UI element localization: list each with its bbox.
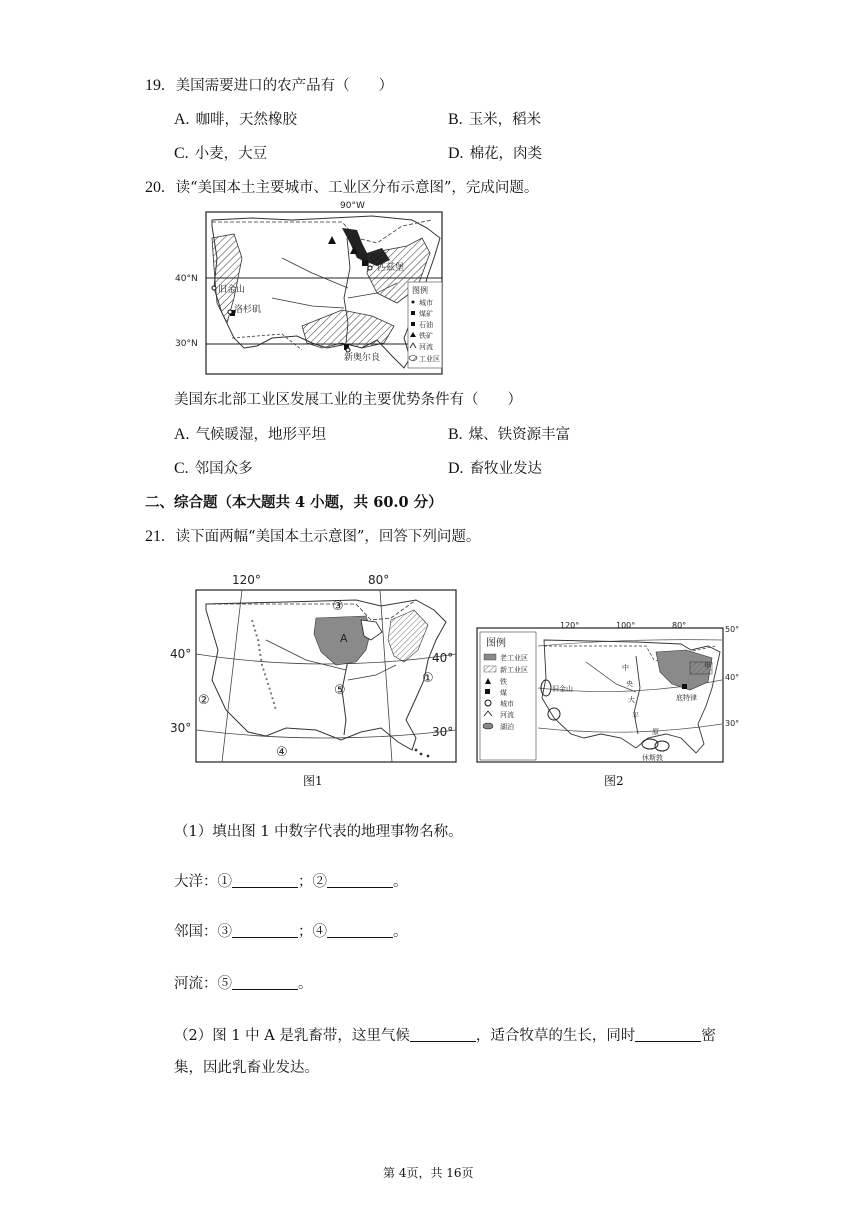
city-label-houston: 休斯敦: [642, 754, 663, 762]
svg-text:平: 平: [632, 712, 639, 720]
svg-text:河流: 河流: [419, 343, 433, 351]
figure-2-us-map: [476, 588, 740, 790]
lat-40-label: 40°: [725, 673, 740, 682]
city-label-san-francisco: 旧金山: [552, 685, 573, 693]
neighbor-line: 邻国：③ ；④ 。: [174, 924, 408, 940]
question-stem: 读“美国本土主要城市、工业区分布示意图”，完成问题。: [175, 180, 539, 196]
svg-text:城市: 城市: [419, 299, 433, 307]
mark-5: ⑤: [334, 683, 346, 698]
question-stem: 美国需要进口的农产品有（ ）: [175, 78, 394, 94]
svg-text:大: 大: [628, 696, 635, 704]
lon-120-label: 120°: [232, 573, 261, 587]
svg-text:湖泊: 湖泊: [500, 723, 514, 731]
svg-text:城市: 城市: [500, 700, 514, 708]
section-title: 二、综合题（本大题共 4 小题，共 60.0 分）: [145, 494, 443, 511]
lat-30n-label: 30°N: [175, 339, 198, 349]
city-label-los-angeles: 洛杉矶: [234, 305, 262, 315]
option-a: A. 咖啡，天然橡胶: [174, 111, 298, 128]
svg-text:原: 原: [652, 728, 659, 736]
mark-3: ③: [332, 599, 344, 614]
lat-40-left-label: 40°: [170, 647, 192, 661]
option-c: C. 邻国众多: [174, 460, 253, 477]
svg-text:图例: 图例: [486, 638, 506, 649]
question-19: [145, 74, 393, 95]
option-b: B. 煤、铁资源丰富: [448, 426, 571, 443]
lat-30-left-label: 30°: [170, 721, 192, 735]
question-number: 21.: [145, 528, 165, 545]
part-2-line-2: 集，因此乳畜业发达。: [174, 1060, 319, 1076]
svg-text:甲: 甲: [704, 662, 711, 670]
svg-text:老工业区: 老工业区: [500, 654, 528, 662]
answer-blank[interactable]: [232, 923, 298, 938]
answer-blank[interactable]: [327, 923, 393, 938]
part-2-line-1: （2）图 1 中 A 是乳畜带，这里气候 ，适合牧草的生长，同时 密: [174, 1028, 716, 1044]
mark-4: ④: [276, 745, 288, 760]
answer-blank[interactable]: [635, 1027, 701, 1042]
answer-blank[interactable]: [232, 975, 298, 990]
city-icon: [228, 310, 232, 314]
river-line: 河流：⑤ 。: [174, 976, 313, 992]
svg-text:央: 央: [626, 680, 633, 688]
svg-text:河流: 河流: [500, 711, 514, 719]
question-stem: 读下面两幅“美国本土示意图”，回答下列问题。: [175, 529, 481, 545]
city-label-san-francisco: 旧金山: [218, 285, 246, 295]
us-industrial-map: [172, 198, 444, 376]
lat-30-right-label: 30°: [432, 725, 454, 739]
option-a: A. 气候暖湿，地形平坦: [174, 426, 327, 443]
svg-text:铁: 铁: [500, 678, 507, 686]
answer-blank[interactable]: [410, 1027, 476, 1042]
svg-text:铁矿: 铁矿: [419, 332, 433, 340]
city-label-chicago: 芝加哥: [360, 253, 388, 263]
mark-a: A: [340, 632, 348, 645]
lat-30-label: 30°: [725, 719, 740, 728]
svg-text:工业区: 工业区: [419, 355, 440, 363]
svg-text:石油: 石油: [419, 321, 433, 329]
answer-blank[interactable]: [327, 873, 393, 888]
lat-40-right-label: 40°: [432, 651, 454, 665]
page-footer: 第 4页，共 16页: [383, 1166, 474, 1180]
svg-text:图例: 图例: [412, 286, 428, 295]
svg-text:煤矿: 煤矿: [419, 310, 433, 318]
question-number: 20.: [145, 179, 165, 196]
figure-1-us-map: [166, 570, 462, 790]
lon-80-label: 80°: [672, 621, 687, 630]
city-icon: [212, 286, 216, 290]
city-label-detroit: 底特律: [676, 694, 697, 702]
svg-text:新工业区: 新工业区: [500, 666, 528, 674]
lon-100-label: 100°: [616, 621, 636, 630]
lat-50-label: 50°: [725, 625, 740, 634]
question-20: [145, 176, 538, 197]
city-label-pittsburgh: 匹兹堡: [377, 263, 405, 273]
question-number: 19.: [145, 77, 165, 94]
question-20-sub-stem: 美国东北部工业区发展工业的主要优势条件有（ ）: [174, 392, 522, 408]
option-b: B. 玉米，稻米: [448, 111, 542, 128]
option-d: D. 畜牧业发达: [448, 460, 543, 477]
city-icon: [346, 348, 350, 352]
lat-40n-label: 40°N: [175, 274, 198, 284]
svg-text:煤: 煤: [500, 689, 507, 697]
svg-text:中: 中: [622, 664, 629, 672]
option-c: C. 小麦，大豆: [174, 145, 268, 162]
figure-2-caption: 图2: [604, 774, 624, 788]
figure-1-caption: 图1: [303, 774, 323, 788]
mark-2: ②: [198, 693, 210, 708]
city-label-new-orleans: 新奥尔良: [344, 353, 381, 363]
answer-blank[interactable]: [232, 873, 298, 888]
option-d: D. 棉花，肉类: [448, 145, 543, 162]
longitude-90w-label: 90°W: [340, 201, 365, 211]
city-icon: [368, 266, 372, 270]
question-21: [145, 525, 480, 546]
lon-120-label: 120°: [560, 621, 580, 630]
ocean-line: 大洋：① ；② 。: [174, 874, 408, 890]
lon-80-label: 80°: [368, 573, 390, 587]
mark-1: ①: [422, 671, 434, 686]
part-1-stem: （1）填出图 1 中数字代表的地理事物名称。: [174, 824, 463, 840]
